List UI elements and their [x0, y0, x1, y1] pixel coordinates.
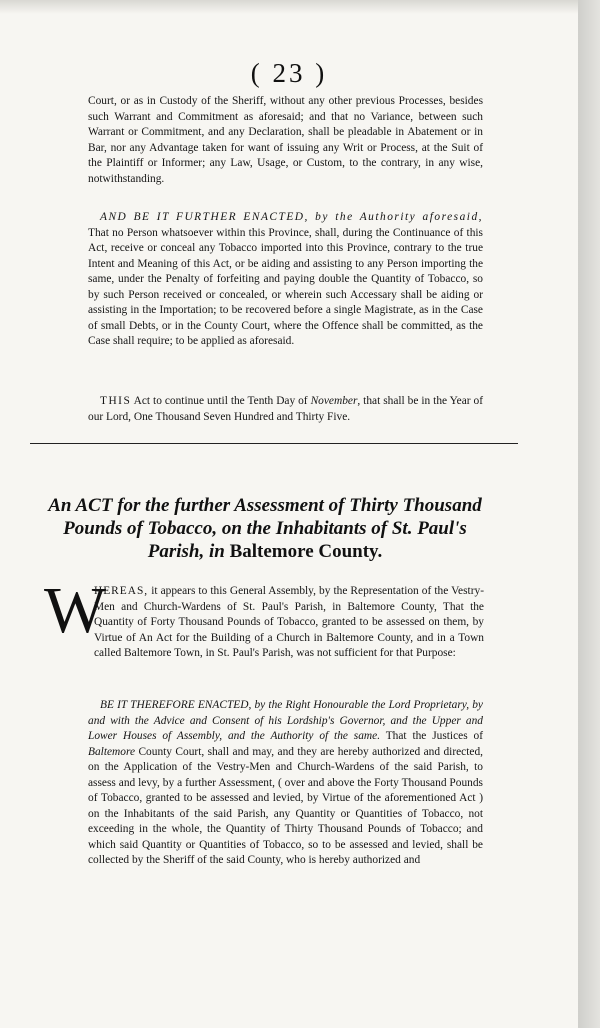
- enacting-paragraph: [88, 698, 483, 869]
- continuance-lead: THIS: [100, 395, 132, 407]
- continuation-paragraph: Court, or as in Custody of the Sheriff, without any other previous Processes, besides such Warrant and Commitment as aforesaid; and that no Variance, between such Warrant or Commitment, and any Declaration, shall be pleadable in Abatement or in Bar, nor any Advantage taken for want of issuing any Writ or Process, at the Suit of the Plaintiff or Informer; any Law, Usage, or Custom, to the contrary, in any wise, notwithstanding.: [88, 95, 483, 185]
- continuance-body-b: , that shall be in the Year of our Lord, One Thousand Seven Hundred and Thirty Five.: [88, 395, 484, 423]
- whereas-paragraph: [94, 584, 484, 662]
- enacted-lead: AND BE IT FURTHER ENACTED, by the Authority aforesaid,: [100, 211, 483, 223]
- page-top-margin: [0, 0, 578, 14]
- page-edge-shadow: [578, 0, 600, 1028]
- act-title-main: An ACT for the further Assessment of Thirty Thousand Pounds of Tobacco, on the Inhabitants of St. Paul's Parish, in: [48, 495, 482, 562]
- section-divider: [30, 443, 518, 444]
- enacting-county: Baltemore: [88, 745, 136, 758]
- enacted-paragraph: [88, 210, 483, 350]
- continuance-body-a: Act to continue until the Tenth Day of: [133, 395, 308, 407]
- whereas-body: it appears to this General Assembly, by the Representation of the Vestry-Men and Church-Wardens of St. Paul's Parish, in Baltemore County, That the Quantity of Forty Thousand Pounds of Tobacco, granted to be assessed on them, by Virtue of: [94, 585, 484, 644]
- whereas-tail: was not sufficient for that Purpose:: [296, 647, 456, 659]
- continuance-paragraph: [88, 394, 483, 425]
- drop-cap-letter: W: [44, 574, 107, 647]
- enacting-body-b: County Court, shall and may, and they are hereby authorized and directed, on the Application of the Vestry-Men and Church-Wardens of the said Parish, to assess and levy, by a further Assessment, ( over and above the Forty Thousand Pounds of Tobacco, granted to be assessed and levied, by Virtue of the aforementioned Act ) on the Inhabitants of the said Parish, any Quantity or Quantities of Tobacco, not exceeding in the whole, the Quantity of Thirty Thousand Pounds of Tobacco; and which said Quantity or Quantities of Tobacco, so to be assessed and levied, shall be collected by the Sheriff of the said County, who is hereby authorized and: [88, 745, 483, 866]
- page-number: ( 23 ): [250, 58, 328, 88]
- enacting-lead: BE IT THEREFORE ENACTED, by the Right Honourable the Lord Proprietary, by and with the Advice and Consent of his Lordship's Governor, and the Upper and Lower Houses of Assembly, and the Authority of the same.: [88, 699, 483, 742]
- enacted-body: That no Person whatsoever within this Province, shall, during the Continuance of this Act, receive or conceal any Tobacco imported into this Province, contrary to the true Intent and Meaning of this Act, or be aiding and assisting to any Person importing the same, under the Penalty of forfeiting and paying double the Quantity of Tobacco, so by such Person received or concealed, or wherein such Accessary shall be aiding or assisting in the Importation; to be recovered before a single Magistrate, as in the Case of small Debts, or in the County Court, where the Offence shall be committed, as the Case shall require; to be applied as aforesaid.: [88, 226, 483, 347]
- enacting-body-a: That the Justices of: [385, 730, 483, 742]
- whereas-act-reference: An Act for the Building of a Church in Baltemore County, and in a Town called Baltemore Town, in St. Paul's Parish,: [94, 631, 484, 659]
- whereas-first-word: HEREAS,: [94, 585, 149, 597]
- act-title-county: Baltemore County.: [229, 541, 383, 562]
- act-title: [40, 494, 490, 563]
- continuance-month: November: [310, 395, 358, 407]
